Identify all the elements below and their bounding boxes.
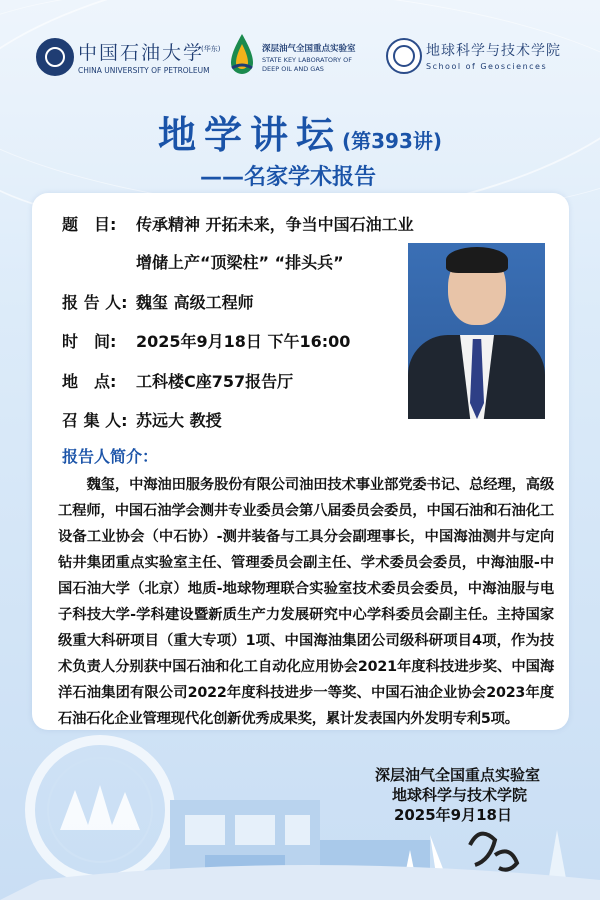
- topic-line2: 增储上产“顶梁柱” “排头兵”: [136, 253, 344, 272]
- lab-chinese-name: 深层油气全国重点实验室: [262, 44, 356, 54]
- place-label: 地 点:: [62, 372, 117, 391]
- speaker-label: 报 告 人:: [62, 293, 128, 312]
- poster-subtitle: ——名家学术报告: [200, 165, 377, 190]
- speaker-value: 魏玺 高级工程师: [136, 293, 254, 312]
- oil-drop-icon: [228, 32, 256, 78]
- bio-text: 魏玺，中海油田服务股份有限公司油田技术事业部党委书记、总经理，高级工程师，中国石油学会测井专业委员会第八届委员会委员，中国石油和石油化工设备工业协会（中石协）-测井装备与工具分会副理事长，中国海油测井与定向钻井集团重点实验室主任、管理委员会副主任、学术委员会委员，中海油服-中国石油大学（北京）地质-地球物理联合实验室技术委员会委员，中海油服与电子科技大学-学科建设暨新质生产力发展研究中心学科委员会副主任。主持国家级重大科研项目（重大专项）1项、中国海油集团公司级科研项目4项，作为技术负责人分别获中国石油和化工自动化应用协会2021年度科技进步奖、中国海洋石油集团有限公司2022年度科技进步一等奖、中国石油企业协会2023年度石油石化企业管理现代化创新优秀成果奖，累计发表国内外发明专利5项。: [58, 477, 554, 727]
- title-issue: (第393讲): [341, 129, 443, 153]
- geo-school-logo: [386, 30, 576, 90]
- geo-english-name: School of Geosciences: [426, 62, 548, 71]
- host-value: 苏远大 教授: [136, 411, 222, 430]
- poster-title: [0, 104, 600, 159]
- time-label: 时 间:: [62, 332, 117, 351]
- topic-label: 题 目:: [62, 215, 117, 234]
- campus-illustration: [0, 730, 600, 900]
- host-label: 召 集 人:: [62, 411, 128, 430]
- cup-campus-tag: (华东): [201, 45, 221, 53]
- geo-chinese-name: 地球科学与技术学院: [426, 43, 561, 59]
- cup-name: 中国石油大学: [78, 42, 205, 64]
- cup-emblem-icon: [36, 38, 74, 76]
- geo-emblem-icon: [386, 38, 422, 74]
- header-logos: [0, 30, 600, 90]
- lab-logo: [228, 30, 398, 90]
- cup-english-name: CHINA UNIVERSITY OF PETROLEUM: [78, 66, 210, 75]
- lab-english-name-line2: DEEP OIL AND GAS: [262, 65, 324, 73]
- place-value: 工科楼C座757报告厅: [136, 372, 294, 391]
- title-main: 地学讲坛: [157, 113, 342, 157]
- bio-heading: 报告人简介：: [62, 447, 159, 466]
- lab-english-name-line1: STATE KEY LABORATORY OF: [262, 56, 353, 64]
- footer-date: 2025年9月18日: [393, 806, 512, 824]
- cup-logo: [36, 30, 221, 90]
- speaker-photo: [408, 243, 545, 419]
- organizer-school: 地球科学与技术学院: [391, 786, 527, 804]
- time-value: 2025年9月18日 下午16:00: [136, 332, 351, 351]
- organizer-lab: 深层油气全国重点实验室: [374, 766, 540, 784]
- topic-line1: 传承精神 开拓未来，争当中国石油工业: [136, 215, 414, 234]
